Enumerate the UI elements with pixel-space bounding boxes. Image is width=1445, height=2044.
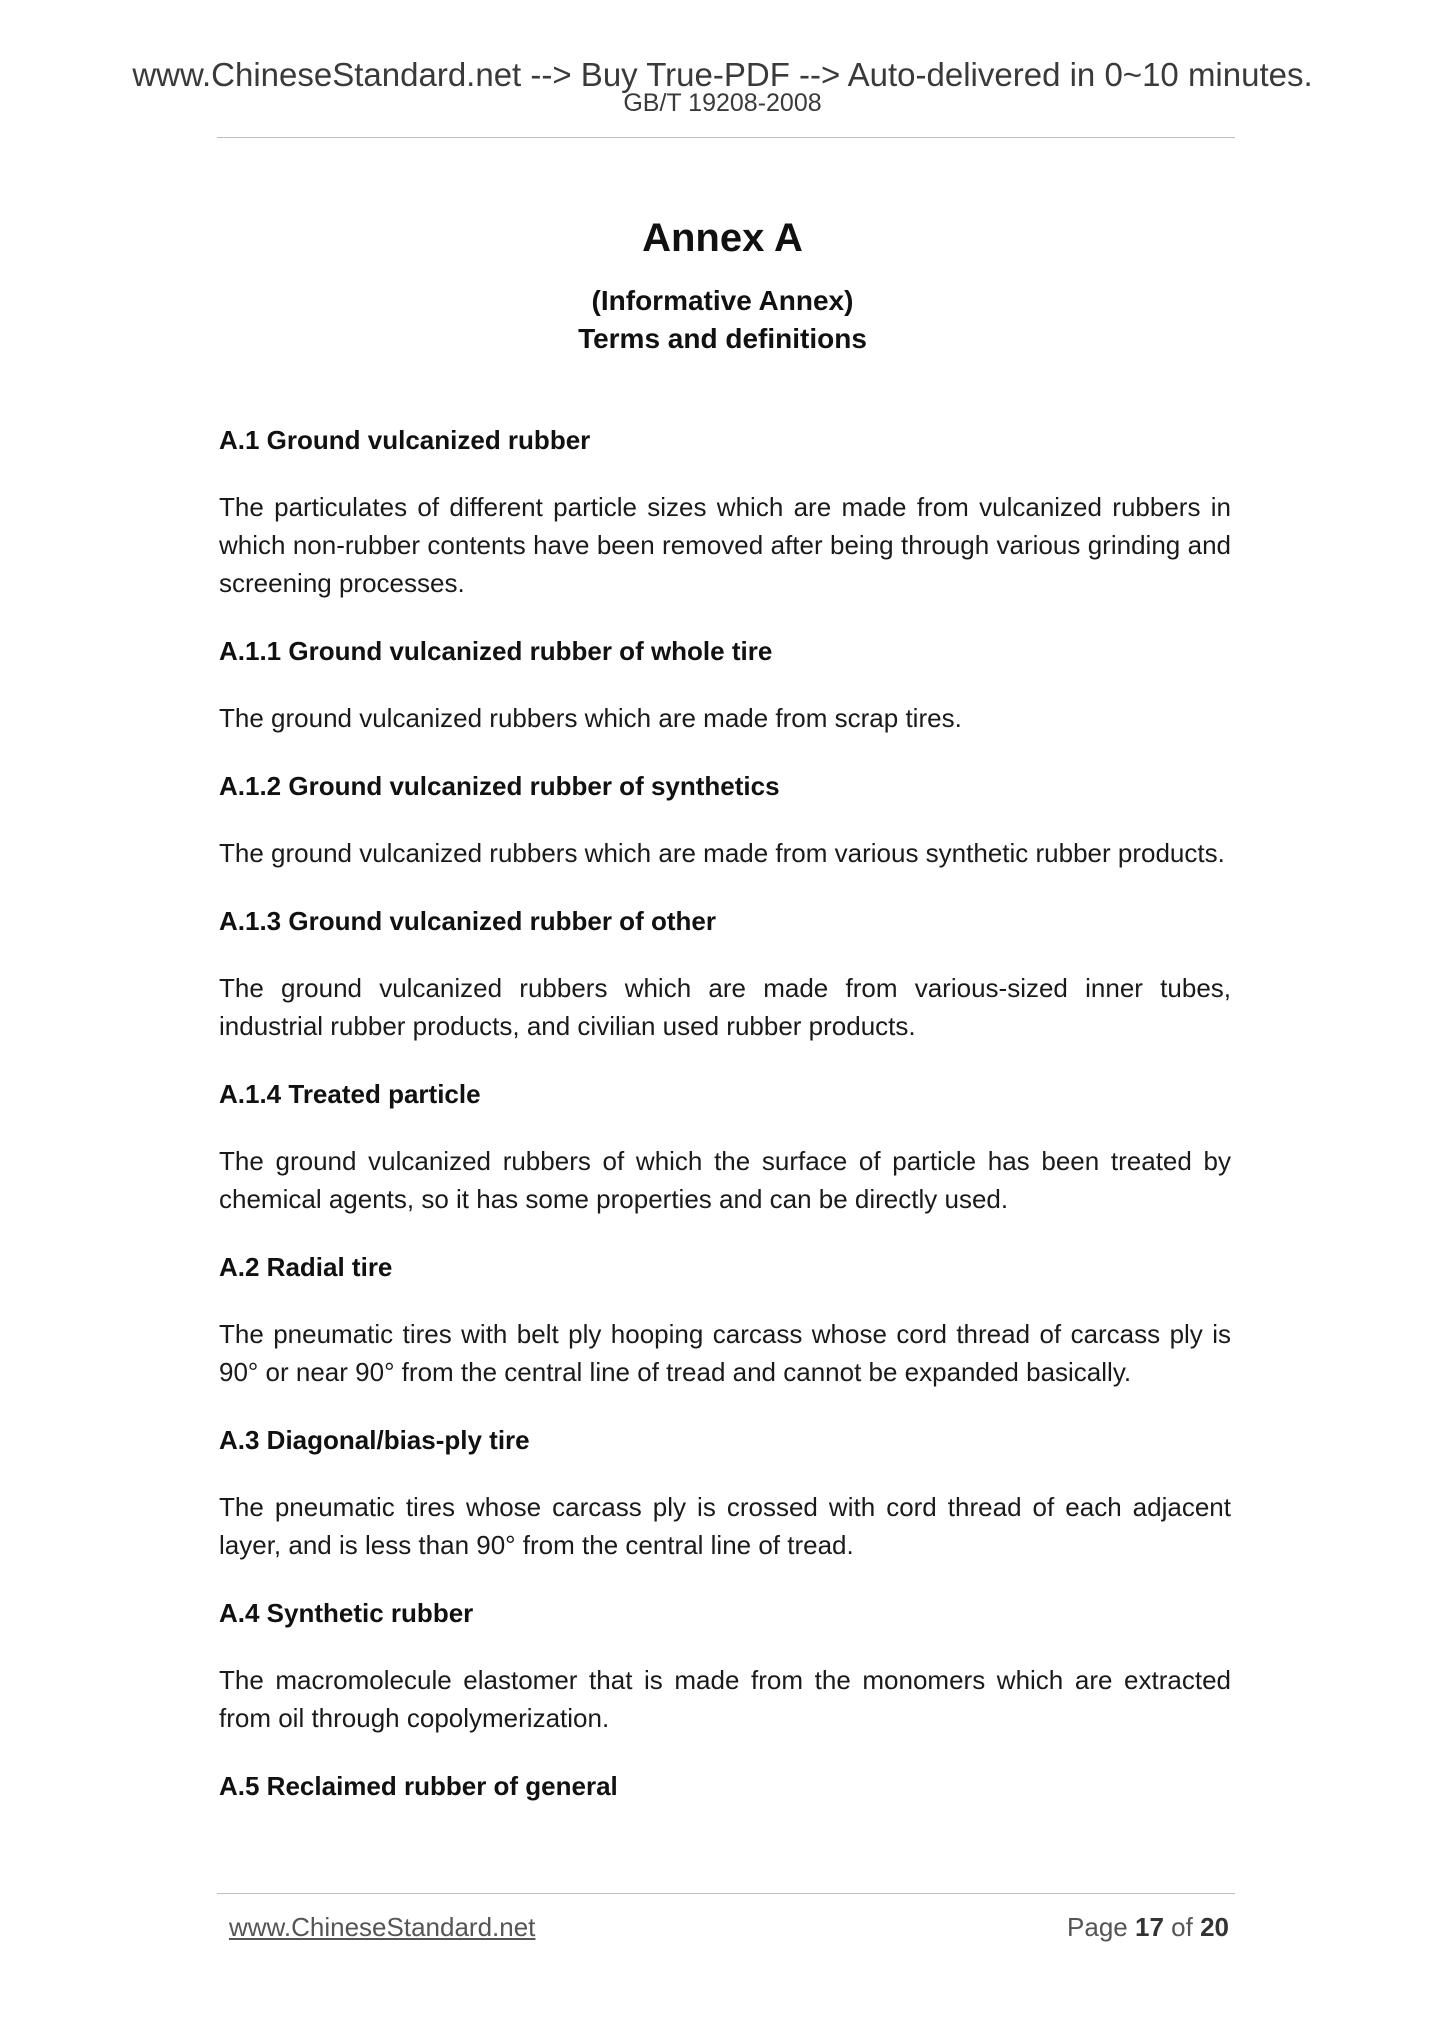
page-current: 17 <box>1135 1912 1164 1942</box>
page-total: 20 <box>1200 1912 1229 1942</box>
section-text: The ground vulcanized rubbers of which the surface of particle has been treated by chemical agents, so it has some properties and can be directly used. <box>219 1146 1231 1214</box>
section-text: The pneumatic tires with belt ply hooping carcass whose cord thread of carcass ply is 90° or near 90° from the central line of tread and cannot be expanded basically. <box>219 1319 1231 1387</box>
section-text: The ground vulcanized rubbers which are made from various synthetic rubber products. <box>219 838 1225 868</box>
section-heading: A.1 Ground vulcanized rubber <box>219 425 591 455</box>
section-text: The ground vulcanized rubbers which are made from scrap tires. <box>219 703 962 733</box>
standard-code: GB/T 19208-2008 <box>623 89 822 117</box>
section-heading: A.1.1 Ground vulcanized rubber of whole tire <box>219 636 773 666</box>
section-heading: A.1.4 Treated particle <box>219 1079 481 1109</box>
document-body <box>219 421 1231 1805</box>
site-banner: www.ChineseStandard.net --> Buy True-PDF --> Auto-delivered in 0~10 minutes. <box>132 56 1313 93</box>
section-heading: A.4 Synthetic rubber <box>219 1598 474 1628</box>
page-label: Page <box>1067 1912 1128 1942</box>
footer-site-link[interactable]: www.ChineseStandard.net <box>229 1912 536 1942</box>
annex-title: Annex A <box>642 216 803 260</box>
footer-divider <box>217 1893 1235 1894</box>
page-of-label: of <box>1171 1912 1193 1942</box>
section-heading: A.1.2 Ground vulcanized rubber of synthetics <box>219 771 780 801</box>
section-text: The macromolecule elastomer that is made from the monomers which are extracted from oil through copolymerization. <box>219 1665 1231 1733</box>
section-heading: A.2 Radial tire <box>219 1252 393 1282</box>
section-heading: A.1.3 Ground vulcanized rubber of other <box>219 906 716 936</box>
section-heading: A.3 Diagonal/bias-ply tire <box>219 1425 530 1455</box>
page-indicator <box>1067 1914 1229 1940</box>
section-heading: A.5 Reclaimed rubber of general <box>219 1771 618 1801</box>
annex-subtitle: (Informative Annex) <box>591 285 854 316</box>
header-divider <box>217 137 1235 138</box>
annex-section-title: Terms and definitions <box>578 323 867 354</box>
section-text: The pneumatic tires whose carcass ply is crossed with cord thread of each adjacent layer, and is less than 90° from the central line of tread. <box>219 1492 1231 1560</box>
section-text: The particulates of different particle sizes which are made from vulcanized rubbers in which non-rubber contents have been removed after being through various grinding and screening processes. <box>219 492 1231 598</box>
section-text: The ground vulcanized rubbers which are made from various-sized inner tubes, industrial rubber products, and civilian used rubber products. <box>219 973 1231 1041</box>
annex-subtitle-block <box>0 282 1445 358</box>
